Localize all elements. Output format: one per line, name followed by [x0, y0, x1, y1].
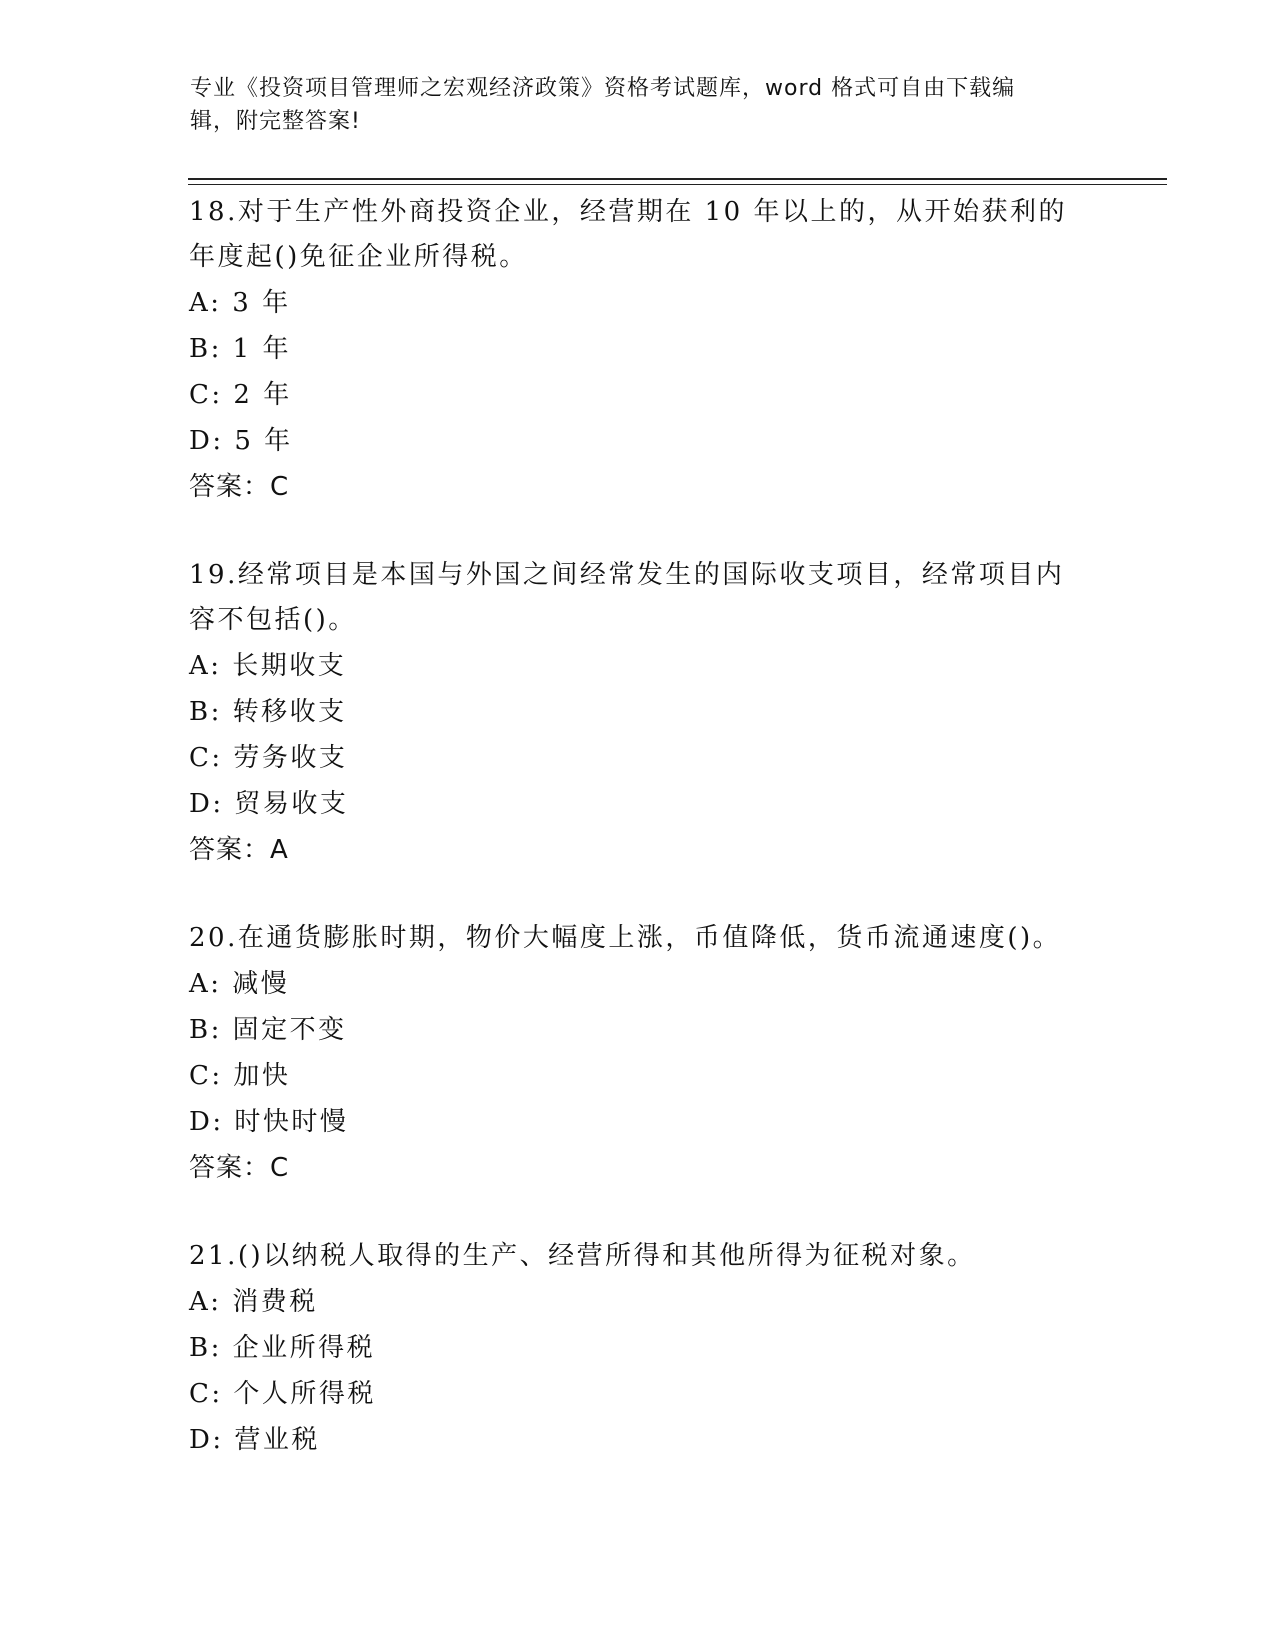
question-18	[189, 190, 1089, 510]
document-header	[190, 72, 1070, 138]
question-stem	[189, 916, 1089, 961]
option-c: C: 加快	[189, 1061, 291, 1091]
option-d: D: 时快时慢	[189, 1107, 349, 1137]
question-list	[189, 190, 1089, 1506]
question-stem-line-1: 21.()以纳税人取得的生产、经营所得和其他所得为征税对象。	[189, 1241, 976, 1271]
option-c: C: 2 年	[189, 380, 292, 410]
option-c: C: 劳务收支	[189, 743, 348, 773]
option-b: B: 1 年	[189, 334, 291, 364]
option-d: D: 5 年	[189, 426, 293, 456]
question-stem-line-1: 18.对于生产性外商投资企业，经营期在 10 年以上的，从开始获利的	[189, 197, 1067, 227]
header-line-2: 辑，附完整答案!	[190, 109, 361, 134]
option-a: A: 长期收支	[189, 651, 347, 681]
question-21	[189, 1234, 1089, 1463]
answer-text: 答案：A	[189, 835, 289, 865]
option-c: C: 个人所得税	[189, 1379, 376, 1409]
option-b: B: 企业所得税	[189, 1333, 376, 1363]
header-divider-thin	[188, 184, 1167, 185]
question-20	[189, 916, 1089, 1191]
question-stem-line-2: 容不包括()。	[189, 605, 357, 635]
question-19	[189, 553, 1089, 873]
option-d: D: 贸易收支	[189, 789, 349, 819]
header-line-1: 专业《投资项目管理师之宏观经济政策》资格考试题库，word 格式可自由下载编	[190, 76, 1016, 101]
question-stem-line-1: 19.经常项目是本国与外国之间经常发生的国际收支项目，经常项目内	[189, 560, 1065, 590]
answer-text: 答案：C	[189, 1153, 290, 1183]
option-b: B: 转移收支	[189, 697, 347, 727]
question-stem-line-2: 年度起()免征企业所得税。	[189, 242, 528, 272]
question-stem-line-1: 20.在通货膨胀时期，物价大幅度上涨，币值降低，货币流通速度()。	[189, 923, 1062, 953]
option-list	[189, 1279, 1089, 1463]
question-stem	[189, 553, 1089, 643]
answer-text: 答案：C	[189, 472, 290, 502]
header-divider-thick	[188, 178, 1167, 180]
option-a: A: 消费税	[189, 1287, 318, 1317]
option-a: A: 3 年	[189, 288, 291, 318]
option-b: B: 固定不变	[189, 1015, 347, 1045]
option-list	[189, 643, 1089, 827]
option-d: D: 营业税	[189, 1425, 320, 1455]
option-list	[189, 280, 1089, 464]
option-a: A: 减慢	[189, 969, 290, 999]
question-stem	[189, 1234, 1089, 1279]
question-stem	[189, 190, 1089, 280]
option-list	[189, 961, 1089, 1145]
